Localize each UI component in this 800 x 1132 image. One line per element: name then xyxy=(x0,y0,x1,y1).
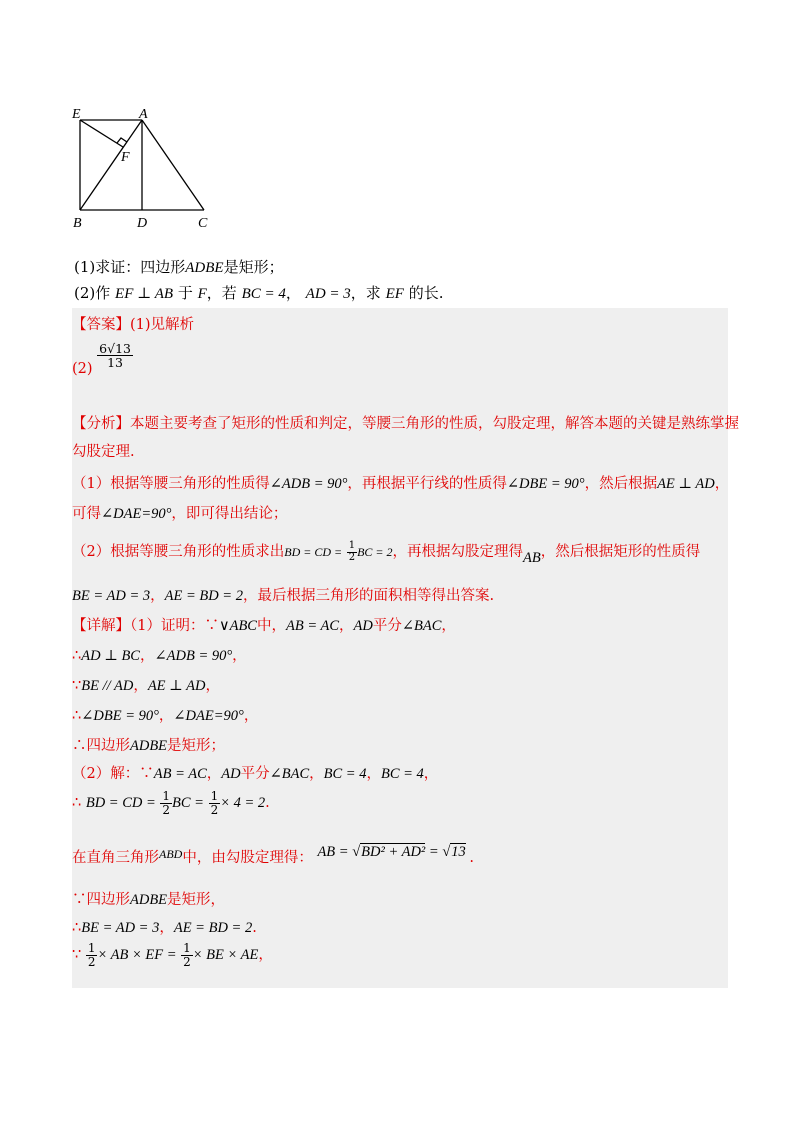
detail-text: ， xyxy=(258,947,273,964)
fraction-numerator: 6√13 xyxy=(99,341,131,356)
detail-math: BE // AD xyxy=(81,678,134,694)
detail-math: ∠ADB = 90° xyxy=(154,648,233,664)
detail-line-6 xyxy=(72,762,438,783)
fraction-denominator: 2 xyxy=(183,954,191,969)
detail-text: 平分 xyxy=(240,766,270,782)
label-B: B xyxy=(73,216,82,231)
answer-box xyxy=(72,308,739,988)
analysis-math: BC = 2 xyxy=(357,545,393,559)
q2-text: ，求 xyxy=(350,284,381,302)
detail-text: . xyxy=(265,795,270,812)
because-symbol: ∵ xyxy=(72,892,87,908)
detail-math: ∠DAE=90° xyxy=(173,708,244,724)
detail-math: ∠DBE = 90° xyxy=(81,708,159,724)
q2-text: 的长. xyxy=(408,284,444,302)
segment-AB xyxy=(80,120,142,210)
analysis-text: 勾股定理. xyxy=(72,444,135,460)
detail-line-8 xyxy=(72,846,474,867)
detail-text: （2）解： xyxy=(72,766,140,782)
q2-math: AD = 3 xyxy=(305,286,351,302)
fraction-denominator: 2 xyxy=(87,954,96,969)
detail-math: AD ⊥ BC xyxy=(81,648,140,664)
analysis-text: ，再根据平行线的性质得 xyxy=(347,476,507,492)
geometry-figure xyxy=(68,100,218,235)
detail-text: ， xyxy=(206,766,222,782)
detail-math: BE = AD = 3 xyxy=(81,920,160,936)
fraction-denominator: 13 xyxy=(107,355,124,371)
question-1 xyxy=(74,256,284,277)
detail-text: ， xyxy=(423,766,439,782)
detail-line-3 xyxy=(72,674,220,695)
detail-line-5 xyxy=(72,734,225,755)
therefore-symbol: ∴ xyxy=(72,795,82,812)
detail-line-9 xyxy=(72,888,225,909)
answer-part2-label: (2) xyxy=(72,360,93,377)
fraction-denominator: 2 xyxy=(162,802,171,817)
because-symbol: ∵ xyxy=(139,766,154,782)
segment-EF xyxy=(80,120,123,147)
therefore-symbol: ∴ xyxy=(72,648,82,664)
q1-prefix: (1)求证：四边形 xyxy=(74,258,186,276)
label-E: E xyxy=(72,107,81,122)
label-A: A xyxy=(139,107,148,122)
detail-line-7 xyxy=(72,790,270,816)
detail-math: ADBE xyxy=(130,738,168,754)
analysis-math: BE = AD = 3 xyxy=(72,588,151,604)
analysis-math: ∠DAE=90° xyxy=(101,506,172,522)
detail-line-1 xyxy=(72,614,456,635)
detail-math: ADBE xyxy=(130,892,168,908)
q2-text: ，若 xyxy=(206,284,237,302)
q1-suffix: 是矩形； xyxy=(223,258,284,276)
detail-math: × BE × AE xyxy=(192,947,259,964)
detail-text: 平分 xyxy=(372,618,402,634)
detail-text: . xyxy=(252,920,257,936)
analysis-text: （2）根据等腰三角形的性质求出 xyxy=(72,544,285,560)
analysis-line-1 xyxy=(72,412,739,433)
detail-header: 【详解】 xyxy=(72,618,130,634)
detail-text: 中， xyxy=(256,618,286,634)
analysis-math: ∠ADB = 90° xyxy=(269,476,348,492)
detail-text: . xyxy=(469,850,475,866)
detail-math: AD xyxy=(353,618,373,634)
sqrt-radicand: 13 xyxy=(451,844,466,860)
because-symbol: ∵ xyxy=(72,678,82,694)
detail-text: ， xyxy=(339,618,354,634)
fraction-half xyxy=(86,942,98,968)
detail-math: ∠BAC xyxy=(401,618,442,634)
fraction-half xyxy=(209,790,221,816)
detail-line-10 xyxy=(72,916,257,937)
detail-text: ， xyxy=(139,648,155,664)
because-symbol: ∵ xyxy=(72,947,82,964)
analysis-text: ，即可得出结论； xyxy=(171,506,288,522)
fraction-half xyxy=(181,942,193,968)
label-D: D xyxy=(137,216,148,231)
detail-line-4 xyxy=(72,704,258,725)
detail-math: AB = AC xyxy=(153,766,207,782)
analysis-header: 【分析】 xyxy=(72,416,130,432)
analysis-step-2 xyxy=(72,540,701,566)
answer-part2-fraction xyxy=(97,342,133,369)
fraction-denominator: 2 xyxy=(348,551,356,563)
detail-text: 是矩形， xyxy=(167,892,226,908)
analysis-text: ， xyxy=(150,588,165,604)
fraction-numerator: 1 xyxy=(348,540,356,551)
analysis-text: ，再根据勾股定理得 xyxy=(392,544,524,560)
detail-text: ， xyxy=(366,766,381,782)
analysis-math: AE = BD = 2 xyxy=(164,588,243,604)
detail-text: ， xyxy=(159,920,174,936)
detail-math: BC = 4 xyxy=(323,766,367,782)
fraction-denominator: 2 xyxy=(210,802,219,817)
detail-line-2 xyxy=(72,644,247,665)
sqrt-radicand: BD² + AD² xyxy=(361,844,426,860)
detail-math: ∨ABC xyxy=(218,618,257,634)
detail-math: × 4 = 2 xyxy=(220,795,266,812)
therefore-symbol: ∴ xyxy=(72,920,82,936)
label-C: C xyxy=(198,216,208,231)
detail-text: ， xyxy=(133,678,148,694)
fraction-numerator: 1 xyxy=(183,941,191,955)
detail-math: BC = xyxy=(172,795,204,812)
analysis-text: ，然后根据 xyxy=(584,476,658,492)
detail-math: AB = xyxy=(317,844,349,860)
therefore-symbol: ∴ xyxy=(72,708,82,724)
label-F: F xyxy=(121,150,130,165)
analysis-step-2-cont xyxy=(72,584,494,605)
fraction-half xyxy=(160,790,172,816)
q2-math: F xyxy=(197,286,207,302)
detail-math: AD xyxy=(221,766,241,782)
q2-math: BC = 4 xyxy=(241,286,286,302)
analysis-text: 可得 xyxy=(72,506,101,522)
detail-text: 四边形 xyxy=(86,738,130,754)
detail-text: 四边形 xyxy=(86,892,130,908)
q2-math: EF xyxy=(385,286,404,302)
analysis-math: AE ⊥ AD xyxy=(657,476,715,492)
detail-text: 是矩形； xyxy=(167,738,226,754)
q2-text: (2)作 xyxy=(74,284,111,302)
detail-pythagoras: AB = √BD² + AD² = √13 xyxy=(317,844,466,860)
fraction-numerator: 1 xyxy=(162,789,171,803)
q1-shape: ADBE xyxy=(185,260,224,276)
analysis-step-1-cont xyxy=(72,502,287,523)
detail-text: ， xyxy=(243,708,259,724)
detail-math: ABD xyxy=(159,847,183,861)
fraction-numerator: 1 xyxy=(210,789,219,803)
fraction-half xyxy=(347,541,357,563)
detail-math: AE = BD = 2 xyxy=(173,920,253,936)
detail-math: = xyxy=(428,844,439,860)
detail-math: BC = 4 xyxy=(380,766,424,782)
analysis-text: ，然后根据矩形的性质得 xyxy=(540,544,701,560)
detail-line-11 xyxy=(72,942,273,968)
detail-math: BD = CD = xyxy=(85,795,156,812)
answer-header xyxy=(72,313,194,334)
detail-text: ， xyxy=(232,648,247,664)
detail-text: ， xyxy=(205,678,220,694)
analysis-math: BD = CD = xyxy=(284,545,343,559)
segment-AC xyxy=(142,120,204,210)
analysis-line-2 xyxy=(72,440,135,461)
analysis-text: 本题主要考查了矩形的性质和判定，等腰三角形的性质，勾股定理，解答本题的关键是熟练掌握 xyxy=(130,416,739,432)
question-2 xyxy=(74,282,443,303)
analysis-math: ∠DBE = 90° xyxy=(506,476,585,492)
detail-text: 在直角三角形 xyxy=(72,850,159,866)
detail-text: ， xyxy=(309,766,324,782)
answer-part-2 xyxy=(72,341,133,377)
analysis-text: ，最后根据三角形的面积相等得出答案. xyxy=(242,588,495,604)
q2-text: 于 xyxy=(177,284,193,302)
detail-text: （1）证明： xyxy=(130,618,205,634)
analysis-text: （1）根据等腰三角形的性质得 xyxy=(72,476,270,492)
detail-math: × AB × EF = xyxy=(97,947,177,964)
detail-math: AE ⊥ AD xyxy=(147,678,206,694)
q2-text: ， xyxy=(285,284,301,302)
detail-text: ， xyxy=(441,618,456,634)
analysis-math: AB xyxy=(523,550,541,566)
analysis-text: ， xyxy=(714,476,730,492)
detail-math: ∠BAC xyxy=(269,766,310,782)
q2-math: EF ⊥ AB xyxy=(115,286,174,302)
because-symbol: ∵ xyxy=(204,618,219,634)
right-angle-mark xyxy=(117,138,127,143)
detail-math: AB = AC xyxy=(285,618,339,634)
therefore-symbol: ∴ xyxy=(72,738,87,754)
detail-text: 中，由勾股定理得： xyxy=(182,850,313,866)
answer-header-text: 【答案】(1)见解析 xyxy=(72,317,195,333)
analysis-step-1 xyxy=(72,472,729,493)
fraction-numerator: 1 xyxy=(87,941,96,955)
detail-text: ， xyxy=(158,708,174,724)
